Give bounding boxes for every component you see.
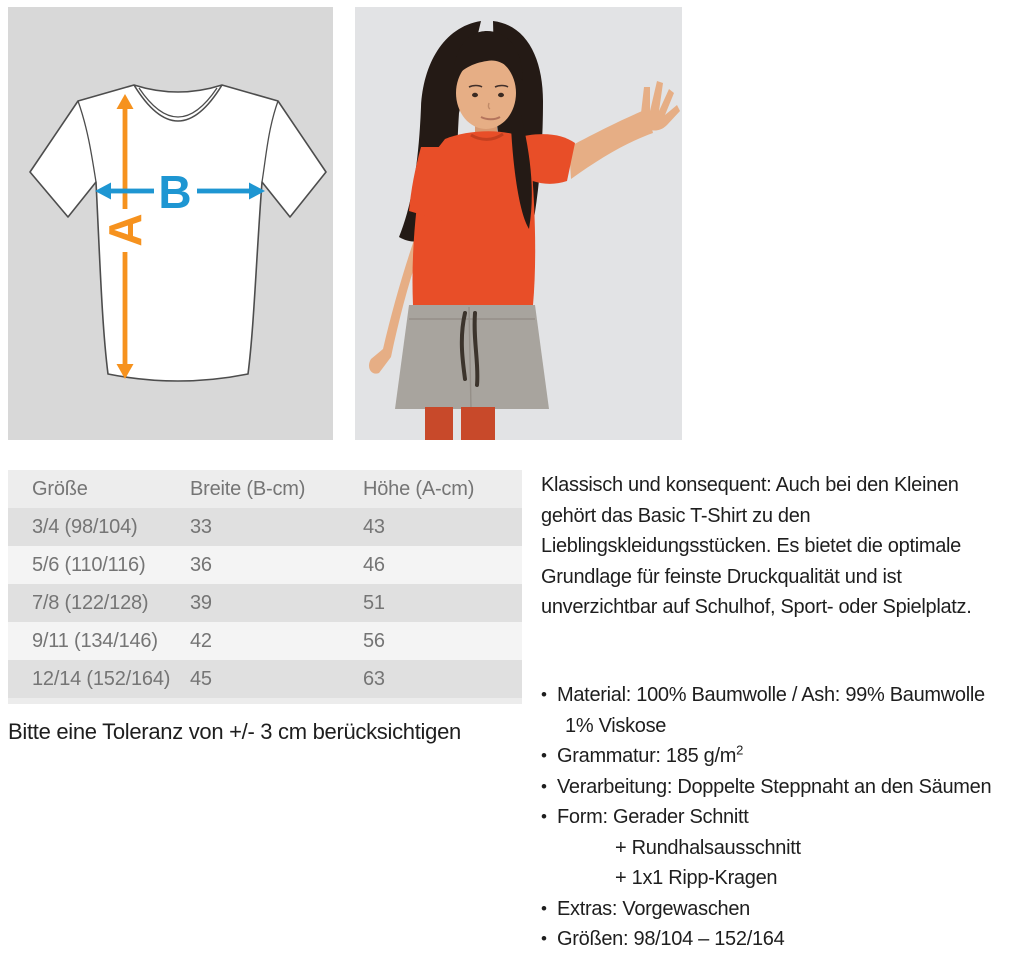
size-table xyxy=(8,470,522,704)
detail-form-sub2-text: + 1x1 Ripp-Kragen xyxy=(615,867,778,889)
header-cell-groesse: Größe xyxy=(32,478,88,500)
size-table-row-2 xyxy=(8,546,522,584)
bullet-dot-icon: • xyxy=(541,746,547,765)
cell-size: 12/14 (152/164) xyxy=(32,668,171,690)
bullet-dot-icon: • xyxy=(541,898,547,918)
cell-breite: 33 xyxy=(190,516,212,538)
description-line-3: Lieblingskleidungsstücken. Es bietet die optimale xyxy=(541,535,962,557)
detail-verarbeitung-text: Verarbeitung: Doppelte Steppnaht an den Säumen xyxy=(557,775,992,798)
detail-material xyxy=(541,680,991,711)
description-line-2: gehört das Basic T-Shirt zu den xyxy=(541,504,811,527)
detail-material-continuation xyxy=(541,711,991,742)
size-table-row-4 xyxy=(8,622,522,660)
detail-verarbeitung xyxy=(541,772,991,803)
size-table-row-1 xyxy=(8,508,522,546)
width-arrow-label: B xyxy=(158,166,192,218)
detail-extras-text: Extras: Vorgewaschen xyxy=(557,897,750,920)
detail-groessen xyxy=(541,924,991,955)
detail-form-sub-1 xyxy=(541,833,991,864)
detail-form-sub1-text: + Rundhalsausschnitt xyxy=(615,836,801,859)
detail-grammatur xyxy=(541,741,991,772)
cell-size: 5/6 (110/116) xyxy=(32,554,146,576)
detail-grammatur-text xyxy=(557,742,744,767)
detail-form xyxy=(541,802,991,833)
cell-breite: 45 xyxy=(190,668,212,690)
width-arrow-shaft-left xyxy=(110,189,154,194)
height-arrow-shaft-upper xyxy=(123,107,128,209)
bullet-dot-icon: • xyxy=(541,776,547,796)
tshirt-outline xyxy=(30,85,326,381)
model-photo-illustration xyxy=(355,7,682,440)
product-description xyxy=(541,470,972,623)
cell-hoehe: 51 xyxy=(363,592,385,614)
size-table-row-3 xyxy=(8,584,522,622)
model-eye-right xyxy=(498,93,504,97)
detail-material-text: Material: 100% Baumwolle / Ash: 99% Baumwolle xyxy=(557,684,985,706)
cell-breite: 39 xyxy=(190,592,212,614)
bullet-dot-icon: • xyxy=(541,807,547,826)
tolerance-note: Bitte eine Toleranz von +/- 3 cm berücksichtigen xyxy=(8,719,461,744)
detail-form-text: Form: Gerader Schnitt xyxy=(557,806,749,828)
grammatur-value: Grammatur: 185 g/m xyxy=(557,745,737,767)
detail-extras xyxy=(541,894,991,925)
model-tights-left-leg xyxy=(425,407,453,440)
size-table-row-5 xyxy=(8,660,522,698)
detail-form-sub-2 xyxy=(541,863,991,894)
cell-hoehe: 56 xyxy=(363,630,385,652)
model-skirt xyxy=(395,305,549,409)
size-table-header-row xyxy=(8,470,522,508)
header-cell-hoehe: Höhe (A-cm) xyxy=(363,478,475,500)
bullet-dot-icon: • xyxy=(541,685,547,704)
model-eye-left xyxy=(472,93,478,97)
width-arrow-shaft-right xyxy=(197,189,250,194)
grammatur-superscript: 2 xyxy=(736,742,744,758)
tshirt-diagram-svg xyxy=(8,7,333,440)
cell-hoehe: 43 xyxy=(363,516,385,538)
product-details-list xyxy=(541,680,991,955)
cell-size: 7/8 (122/128) xyxy=(32,592,149,614)
cell-breite: 36 xyxy=(190,554,212,576)
cell-size: 3/4 (98/104) xyxy=(32,516,138,538)
size-table-footer-strip xyxy=(8,698,522,704)
detail-material-text-2: 1% Viskose xyxy=(565,714,667,737)
header-cell-breite: Breite (B-cm) xyxy=(190,478,306,500)
height-arrow-label: A xyxy=(99,213,151,247)
description-line-5: unverzichtbar auf Schulhof, Sport- oder Spielplatz. xyxy=(541,596,972,618)
model-tights-right-leg xyxy=(461,407,495,440)
cell-breite: 42 xyxy=(190,630,212,652)
cell-size: 9/11 (134/146) xyxy=(32,630,158,652)
cell-hoehe: 63 xyxy=(363,668,385,690)
description-line-1: Klassisch und konsequent: Auch bei den Kleinen xyxy=(541,474,959,496)
description-line-4: Grundlage für feinste Druckqualität und ist xyxy=(541,565,902,588)
model-photo-panel xyxy=(355,7,682,440)
height-arrow-shaft-lower xyxy=(123,252,128,366)
cell-hoehe: 46 xyxy=(363,554,385,576)
tshirt-measurement-diagram-panel xyxy=(8,7,333,440)
detail-groessen-text: Größen: 98/104 – 152/164 xyxy=(557,928,785,950)
bullet-dot-icon: • xyxy=(541,929,547,948)
